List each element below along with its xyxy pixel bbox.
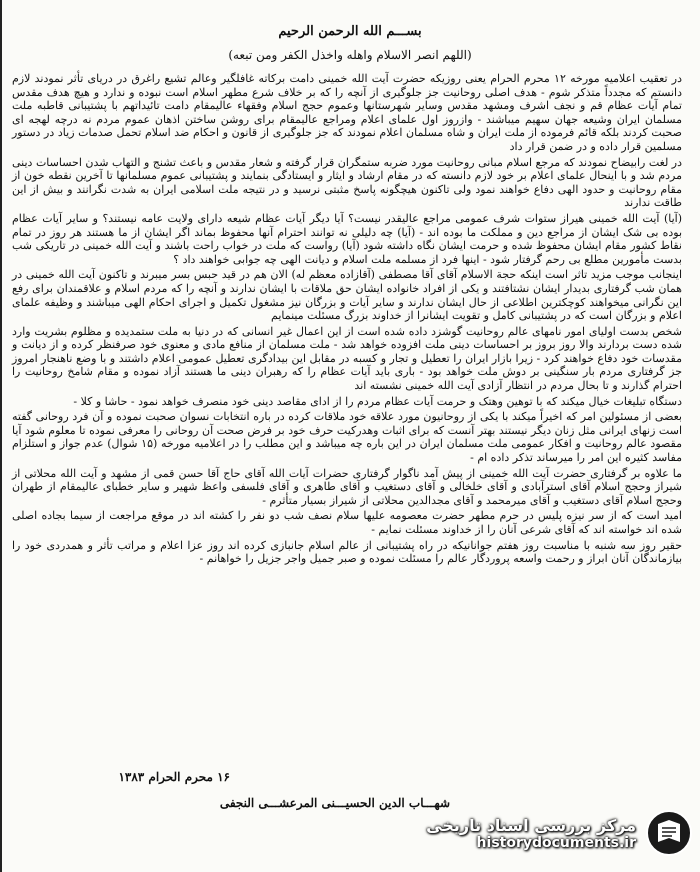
watermark bbox=[404, 802, 694, 864]
signature: شهـــاب الدین الحسیـــنی المرعشـــی النجفی bbox=[219, 796, 450, 810]
paragraph: (آیا) آیت الله خمینی هیراز ستوات شرف عمومی مراجع عالیقدر نیست؟ آیا دیگر آیات عظام شیعه دارای ولایت عامه نیستند؟ و سایر آیات عظام بوده بی شک ایشان از مراجع دین و مملکت ما بوده اند - (آیا) چه دلیلی نه توانند احترام آنها محفوظ بماند اگر ایشان از ما هستند هر روز در تمام نقاط کشور مقام ایشان محفوظ شده و حرمت ایشان نگاه داشته شود (آیا) رواست که ملت در خواب راحت باشند و آیت الله خمینی در تاریکی شب بدست مأمورین مطلع بی رحم گرفتار شود - اینها فرد از مسلمه ملت اسلام و دیانت الهی چه جوابی خواهند داد ؟ bbox=[12, 211, 682, 266]
archive-logo-icon bbox=[644, 808, 694, 858]
paragraph: حقیر روز سه شنبه با مناسبت روز هفتم جوانانیکه در راه پشتیبانی از عالم اسلام جانبازی کرده اند روز عزا اعلام و مراتب تأثر و همدردی خود را بیازماندگان آنان ابراز و رحمت واسعه پروردگار عالم را مسئلت نموده و صبر جمیل واجر جزیل را خواهانم - bbox=[12, 538, 682, 566]
paragraph: دستگاه تبلیغات خیال میکند که با توهین وهتک و حرمت آیات عظام مردم را از ادای مقاصد دینی خود منصرف خواهد نمود - حاشا و کلا - bbox=[73, 394, 682, 408]
paragraph: شخص بدست اولیای امور نامهای عالم روحانیت گوشزد داده شده است از این اعمال غیر انسانی که در دنیا به ملت ستمدیده و مظلوم بشریت وارد شده دست بردارند والا روز بروز بر احساسات دینی ملت افزوده خواهد شد - ملت مسلمان از منافع مادی و معنوی خود صرفنظر کرده و از دیانت و مقدسات خود دفاع خواهند کرد - زیرا بازار ایران را تعطیل و تجار و کسبه در مقابل این بیدادگری تعطیل عمومی اعلام داشتند و با وضع ناهنجار امروز جز گرفتاری مردم بار سنگینی بر دوش ملت خواهد بود - باری باید آیات عظام را که رهبران دینی ما هستند آزاد نموده و مقام شامخ روحانیت را احترام گذارند و تا بحال مردم در انتظار آزادی آیت الله خمینی نشسته اند bbox=[12, 324, 682, 393]
document-date: ۱۶ محرم الحرام ۱۳۸۳ bbox=[118, 770, 230, 784]
invocation-line: (اللهم انصر الاسلام واهله واخذل الکفر ومن تبعه) bbox=[228, 48, 472, 62]
watermark-name: مرکز بررسی اسناد تاریخی bbox=[426, 815, 636, 835]
bismillah-heading: بســـم الله الرحمن الرحيم bbox=[278, 24, 422, 39]
watermark-url: historydocuments.ir bbox=[476, 834, 636, 851]
paragraph: ما علاوه بر گرفتاری حضرت آیت الله خمینی از پیش آمد ناگوار گرفتاری حضرات آیات الله آقای حاج آقا حسن قمی از مشهد و آیت الله محلاتی از شیراز وحجج اسلام آقای استرآبادی و آقای خلخالی و آقای دستغیب و آقای طاهری و آقای فلسفی واعظ شهیر و سایر خطبای عالیمقام از طهران وحجج اسلام آقای دستغیب و آقای میرمحمد و آقای مجدالدین محلاتی از شیراز بسیار متأثرم - bbox=[12, 466, 682, 507]
paragraph: در تعقیب اعلامیه مورخه ۱۲ محرم الحرام یعنی روزیکه حضرت آیت الله خمینی دامت برکاته غافلگیر وعالم تشیع راغرق در دریای تأثر نمودند لازم دانستم که مجدداً متذکر شوم - هدف اصلی روحانیت جز جلوگیری از آنچه را که بر خلاف شرع مطهر اسلام است نبوده و ندارد و هیچ هدف مقدس تمام آیات عظام قم و نجف اشرف ومشهد مقدس وسایر شهرستانها وعموم حجج اسلام وفقهاء عالیمقام دامت تائیداتهم با پشتیبانی قاطبه ملت مسلمان ایران وشیعه جهان سهیم میباشند - وازروز اول علمای اعلام ومراجع عالیمقام برای روشن ساختن اذهان عموم مردم نه درچه لهجه ای صحبت کردند بلکه قائم فرموده از ملت ایران و شاه مسلمان اعلام نمودند که جز جلوگیری از قانون و احکام ضد اسلام تحمل صدمات زیاد در دستور مسلمین قرار داده و در ضمن قرار داد bbox=[12, 72, 682, 153]
paragraph: امید است که از سر نیزه پلیس در حرم مطهر حضرت معصومه علیها سلام نصف شب دو نفر را کشته اند در موقع مراجعت از سیما بجاده اصلی شده اند خواسته اند که آقای شرعی آنان را از خداوند مسئلت نمایم - bbox=[12, 509, 682, 536]
letter-body bbox=[12, 72, 682, 568]
watermark-text bbox=[426, 816, 636, 851]
paragraph: اینجانب موجب مزید تاثر است اینکه حجة الاسلام آقای آقا مصطفی (آقازاده معظم له) الان هم در قید حبس بسر میبرند و تاکنون آیت الله خمینی در همان شب گرفتاری بدیدار ایشان نشتافتند و یکی از افراد خانواده ایشان حق ملاقات با ایشان ندارند و آنچه را که مردم اسلام و علاقمندان برای رفع این نگرانی میخواهند کوچکترین اطلاعی از حال ایشان ندارند و سایر آیات و بزرگان نیز مشغول تکمیل و اجرای احکام الهی میباشند و وظیفه علمای اعلام و بزرگان است که در پشتیبانی کامل و تقویت ایشانرا از خداوند بزرگ مسئلت مینمایم bbox=[12, 268, 682, 323]
paragraph: در لغت رابیضاح نمودند که مرجع اسلام مبانی روحانیت مورد ضربه ستمگران قرار گرفته و شعار مقدس و باعث تشنج و التهاب شدن احساسات دینی مردم شد و با اینحال علمای اعلام بر خود لازم دانسته که در مقام ارشاد و ایثار و ایستادگی بنمایند و پشتیبانی عموم مسلمانها تا آخرین نقطه خون از مقام روحانیت و حدود الهی دفاع خواهند نمود ولی تاکنون هیچگونه پاسخ مثبتی نرسید و در نتیجه ملت اسلامی ایران به شدت نگرانند و بیش از این طاقت ندارند bbox=[12, 155, 682, 210]
paragraph: بعضی از مسئولین امر که اخیراً میکند با یکی از روحانیون مورد علاقه خود ملاقات کرده در باره انتخابات نسوان صحبت نموده و آن فرد روحانی گفته است زنهای ایرانی مثل زنان دیگر نیستند بهتر آنست که برای اثبات وهدرکیت حرف خود بر فرض صحت آن روحانی را معرفی نموده تا معلوم شود آیا مقصود عالم روحانیت و افکار عمومی ملت مسلمان ایران در این باره چه میباشد و این مطلب را در اعلامیه مورخه (۱۵ شوال) عدم جواز و استلزام مفاسد کثیره این امر را میرساند تذکر داده ام - bbox=[12, 410, 683, 465]
scan-edge bbox=[0, 0, 6, 872]
